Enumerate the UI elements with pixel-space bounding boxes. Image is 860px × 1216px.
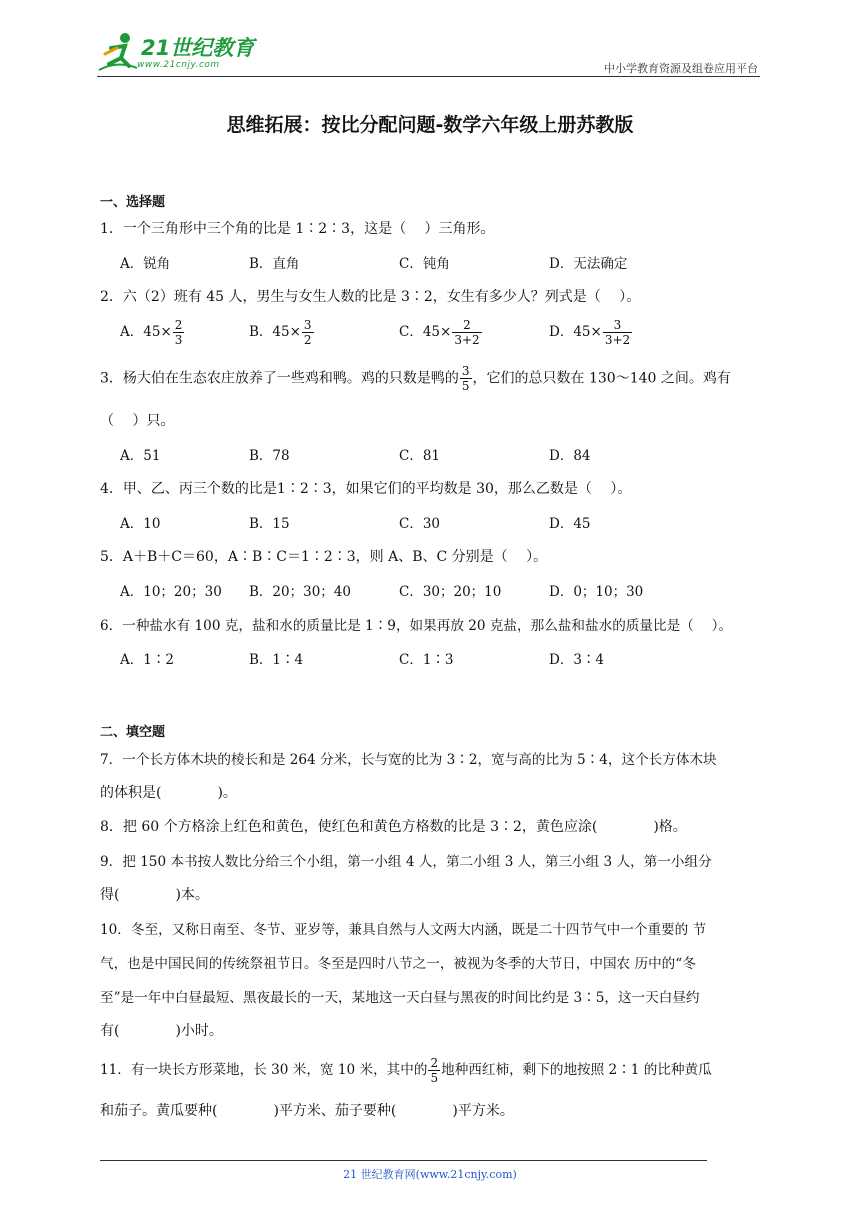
section-heading-fill: 二、填空题	[100, 725, 166, 740]
q7-line2: 的体积是( )。	[100, 785, 237, 801]
q10-line3: 至”是一年中白昼最短、黑夜最长的一天，某地这一天白昼与黑夜的时间比约是 3∶5，这一天白昼约	[100, 990, 700, 1006]
q4-option-c: C．30	[399, 516, 441, 532]
q6-option-c: C．1∶3	[399, 652, 454, 668]
q10-line4: 有( )小时。	[100, 1023, 223, 1039]
q1-option-c: C．钝角	[399, 256, 450, 272]
q5-stem: 5．A＋B＋C＝60，A∶B∶C＝1∶2∶3，则 A、B、C 分别是（ ）。	[100, 549, 548, 565]
q8-line1: 8．把 60 个方格涂上红色和黄色，使红色和黄色方格数的比是 3∶2，黄色应涂( )格。	[100, 819, 687, 835]
q3-stem	[100, 364, 731, 393]
q2-b-fraction	[302, 318, 314, 347]
q11-fraction	[428, 1056, 440, 1085]
page-title: 思维拓展：按比分配问题-数学六年级上册苏教版	[226, 114, 634, 136]
q3-stem-pre: 3．杨大伯在生态农庄放养了一些鸡和鸭。鸡的只数是鸭的	[100, 370, 459, 387]
q2-d-numerator: 3	[603, 318, 632, 333]
section-heading-choice: 一、选择题	[100, 195, 166, 210]
q2-option-d	[549, 318, 633, 347]
q6-stem: 6．一种盐水有 100 克，盐和水的质量比是 1∶9，如果再放 20 克盐，那么盐和盐水的质量比是（ ）。	[100, 618, 733, 634]
q2-option-b	[249, 318, 315, 347]
q2-a-prefix: A．45×	[120, 324, 172, 340]
q3-denominator: 5	[461, 379, 470, 393]
q3-stem-line2: （ ）只。	[100, 413, 175, 429]
q2-a-fraction	[173, 318, 185, 347]
q3-option-b: B．78	[249, 448, 290, 464]
q2-d-prefix: D．45×	[549, 324, 602, 340]
q1-stem: 1．一个三角形中三个角的比是 1∶2∶3，这是（ ）三角形。	[100, 221, 495, 237]
q2-option-a	[120, 318, 185, 347]
q4-stem: 4．甲、乙、丙三个数的比是1∶2∶3，如果它们的平均数是 30，那么乙数是（ ）。	[100, 481, 632, 497]
logo-brand-text: 21世纪教育	[141, 36, 255, 60]
q1-option-d: D．无法确定	[549, 256, 628, 272]
q11-stem	[100, 1056, 712, 1085]
q2-d-denominator: 3+2	[604, 333, 631, 347]
q2-option-c	[399, 318, 483, 347]
q2-a-denominator: 3	[174, 333, 183, 347]
q4-option-b: B．15	[249, 516, 290, 532]
q11-stem-post: 地种西红柿，剩下的地按照 2∶1 的比种黄瓜	[441, 1062, 712, 1078]
q6-option-a: A．1∶2	[120, 652, 174, 668]
runner-logo-icon	[97, 30, 139, 74]
q9-line1: 9．把 150 本书按人数比分给三个小组，第一小组 4 人，第二小组 3 人，第三小组 3 人，第一小组分	[100, 854, 712, 870]
q2-stem: 2．六（2）班有 45 人，男生与女生人数的比是 3∶2，女生有多少人？列式是（ ）。	[100, 289, 641, 305]
footer-link[interactable]: 21 世纪教育网(www.21cnjy.com)	[343, 1168, 517, 1181]
q1-option-b: B．直角	[249, 256, 300, 272]
q2-b-denominator: 2	[303, 333, 312, 347]
q3-stem-post: ，它们的总只数在 130～140 之间。鸡有	[472, 370, 731, 387]
q3-option-a: A．51	[120, 448, 161, 464]
q11-numerator: 2	[430, 1056, 439, 1070]
q2-b-prefix: B．45×	[249, 324, 301, 340]
q2-c-denominator: 3+2	[454, 333, 480, 347]
q1-option-a: A．锐角	[120, 256, 171, 272]
q6-option-d: D．3∶4	[549, 652, 605, 668]
q4-option-a: A．10	[120, 516, 161, 532]
q3-option-c: C．81	[399, 448, 441, 464]
q5-option-c: C．30；20；10	[399, 584, 502, 600]
q2-c-fraction	[452, 318, 481, 347]
site-logo	[97, 30, 277, 76]
q2-d-fraction	[603, 318, 632, 347]
q6-option-b: B．1∶4	[249, 652, 304, 668]
q5-option-b: B．20；30；40	[249, 584, 351, 600]
q11-line2: 和茄子。黄瓜要种( )平方米、茄子要种( )平方米。	[100, 1103, 514, 1119]
logo-url-text: www.21cnjy.com	[137, 60, 220, 70]
q10-line2: 气，也是中国民间的传统祭祖节日。冬至是四时八节之一，被视为冬季的大节日，中国农 历中的“冬	[100, 956, 696, 972]
q7-line1: 7．一个长方体木块的棱长和是 264 分米，长与宽的比为 3∶2，宽与高的比为 5∶4，这个长方体木块	[100, 752, 717, 768]
footer-divider	[100, 1160, 707, 1161]
q9-line2: 得( )本。	[100, 887, 209, 903]
header-divider	[97, 76, 760, 77]
q5-option-d: D．0；10；30	[549, 584, 644, 600]
q11-stem-pre: 11．有一块长方形菜地，长 30 米，宽 10 米，其中的	[100, 1062, 428, 1078]
q3-numerator: 3	[461, 364, 470, 378]
q10-line1: 10．冬至，又称日南至、冬节、亚岁等，兼具自然与人文两大内涵，既是二十四节气中一个重要的 节	[100, 922, 707, 938]
q2-b-numerator: 3	[303, 318, 312, 332]
q4-option-d: D．45	[549, 516, 591, 532]
q3-fraction	[460, 364, 472, 393]
q11-denominator: 5	[430, 1071, 439, 1085]
q2-a-numerator: 2	[174, 318, 183, 332]
q2-c-numerator: 2	[452, 318, 481, 333]
q5-option-a: A．10；20；30	[120, 584, 222, 600]
q2-c-prefix: C．45×	[399, 324, 452, 340]
platform-label: 中小学教育资源及组卷应用平台	[604, 62, 758, 75]
q3-option-d: D．84	[549, 448, 591, 464]
